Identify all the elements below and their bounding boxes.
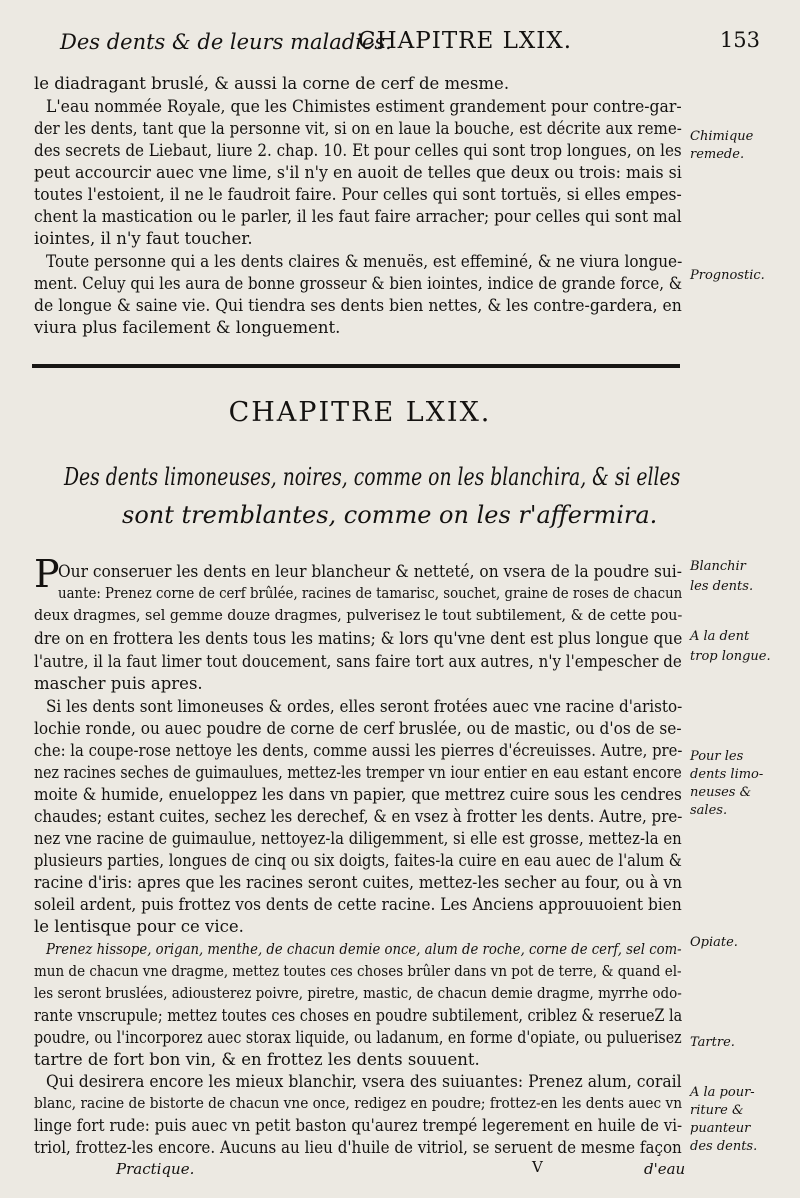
text-line: nez racines seches de guimaulues, mettez-les tremper vn iour entier en eau estant encore — [34, 763, 682, 782]
text-line: ment. Celuy qui les aura de bonne grosseur & bien iointes, indice de grande force, & — [34, 274, 683, 293]
text-line: mun de chacun vne dragme, mettez toutes ces choses brûler dans vn pot de terre, & quand el- — [34, 962, 682, 980]
text-line: plusieurs parties, longues de cinq ou six doigts, faites-la cuire en eau auec de l'alum & — [34, 851, 682, 870]
chapter-title: CHAPITRE LXIX. — [228, 397, 492, 428]
text-line: viura plus facilement & longuement. — [34, 318, 341, 337]
header-title: Des dents & de leurs maladies. — [60, 30, 392, 54]
chapter-subtitle-line-1: Des dents limoneuses, noires, comme on les blanchira, & si elles — [64, 463, 681, 491]
header-chapter: CHAPITRE LXIX. — [358, 28, 573, 54]
text-line: le lentisque pour ce vice. — [34, 917, 244, 936]
text-line: de longue & saine vie. Qui tiendra ses dents bien nettes, & les contre-gardera, en — [34, 296, 682, 315]
text-line: Si les dents sont limoneuses & ordes, elles seront frotées auec vne racine d'aristo- — [46, 697, 683, 716]
margin-note: Tartre. — [690, 1035, 735, 1050]
text-line: che: la coupe-rose nettoye les dents, comme aussi les pierres d'écreuisses. Autre, pre- — [34, 741, 683, 760]
margin-note: trop longue. — [690, 649, 771, 664]
text-line: nez vne racine de guimaulue, nettoyez-la diligemment, si elle est grosse, mettez-la en — [34, 829, 682, 848]
footer-section-name: Practique. — [116, 1160, 195, 1178]
text-line: les seront bruslées, adiousterez poivre, piretre, mastic, de chacun demie dragme, myrrhe odo- — [34, 984, 682, 1002]
text-line: peut accourcir auec vne lime, s'il n'y en auoit de telles que deux ou trois: mais si — [34, 163, 682, 182]
text-line: soleil ardent, puis frottez vos dents de cette racine. Les Anciens approuuoient bien — [34, 895, 682, 914]
margin-note: puanteur — [690, 1121, 751, 1136]
text-line: le diadragant bruslé, & aussi la corne de cerf de mesme. — [34, 74, 510, 93]
text-line: der les dents, tant que la personne vit, si on en laue la bouche, est décrite aux reme- — [34, 119, 682, 138]
margin-note: Opiate. — [690, 935, 738, 950]
text-line: poudre, ou l'incorporez auec storax liquide, ou ladanum, en forme d'opiate, ou puluerisez — [34, 1028, 682, 1047]
margin-note: Prognostic. — [690, 268, 765, 283]
margin-note: A la pour- — [690, 1085, 755, 1100]
margin-note: riture & — [690, 1103, 744, 1118]
text-line: iointes, il n'y faut toucher. — [34, 229, 253, 248]
text-line: des secrets de Liebaut, liure 2. chap. 10. Et pour celles qui sont trop longues, on les — [34, 141, 682, 160]
margin-note: sales. — [690, 803, 728, 818]
margin-note: Blanchir — [690, 559, 746, 574]
text-line: rante vnscrupule; mettez toutes ces choses en poudre subtilement, criblez & reserueZ la — [34, 1006, 683, 1025]
text-line: toutes l'estoient, il ne le faudroit faire. Pour celles qui sont tortuës, si elles empes- — [34, 185, 682, 204]
margin-note: des dents. — [690, 1139, 758, 1154]
text-line: chent la mastication ou le parler, il les faut faire arracher; pour celles qui sont mal — [34, 207, 682, 226]
text-line: linge fort rude: puis auec vn petit baston qu'aurez trempé legerement en huile de vi- — [34, 1116, 683, 1135]
text-line: lochie ronde, ou auec poudre de corne de cerf bruslée, ou de mastic, ou d'os de se- — [34, 719, 682, 738]
text-line: blanc, racine de bistorte de chacun vne once, redigez en poudre; frottez-en les dents auec vn — [34, 1094, 683, 1112]
text-line: racine d'iris: apres que les racines seront cuites, mettez-les secher au four, ou à vn — [34, 873, 683, 892]
text-line: deux dragmes, sel gemme douze dragmes, pulverisez le tout subtilement, & de cette pou- — [34, 606, 683, 624]
catchword: d'eau — [644, 1160, 686, 1178]
text-line: L'eau nommée Royale, que les Chimistes estiment grandement pour contre-gar- — [46, 97, 682, 116]
signature-mark: V — [532, 1158, 543, 1176]
margin-note: remede. — [690, 147, 745, 162]
text-line: Our conseruer les dents en leur blancheur & netteté, on vsera de la poudre sui- — [58, 562, 682, 581]
text-line: chaudes; estant cuites, sechez les derechef, & en vsez à frotter les dents. Autre, pre- — [34, 807, 683, 826]
margin-note: dents limo- — [690, 767, 764, 782]
margin-note: A la dent — [690, 629, 750, 644]
margin-note: les dents. — [690, 579, 754, 594]
text-line: triol, frottez-les encore. Aucuns au lieu d'huile de vitriol, se seruent de mesme façon — [34, 1138, 682, 1157]
text-line: mascher puis apres. — [34, 674, 203, 693]
text-line: dre on en frottera les dents tous les matins; & lors qu'vne dent est plus longue que — [34, 629, 683, 648]
text-line: Prenez hissope, origan, menthe, de chacun demie once, alum de roche, corne de cerf, sel com- — [46, 940, 682, 958]
text-line: Qui desirera encore les mieux blanchir, vsera des suiuantes: Prenez alum, corail — [46, 1072, 682, 1091]
text-line: l'autre, il la faut limer tout doucement, sans faire tort aux autres, n'y l'empescher de — [34, 652, 682, 671]
text-line: moite & humide, enueloppez les dans vn papier, que mettrez cuire sous les cendres — [34, 785, 682, 804]
chapter-subtitle-line-2: sont tremblantes, comme on les r'affermira. — [122, 501, 658, 529]
page-number: 153 — [719, 28, 760, 52]
drop-cap: P — [34, 552, 60, 596]
margin-note: Chimique — [690, 129, 754, 144]
margin-note: Pour les — [690, 749, 744, 764]
text-line: tartre de fort bon vin, & en frottez les dents souuent. — [34, 1050, 480, 1069]
text-line: uante: Prenez corne de cerf brûlée, racines de tamarisc, souchet, graine de roses de chacun — [58, 584, 683, 602]
margin-note: neuses & — [690, 785, 752, 800]
text-line: Toute personne qui a les dents claires & menuës, est effeminé, & ne viura longue- — [46, 252, 683, 271]
